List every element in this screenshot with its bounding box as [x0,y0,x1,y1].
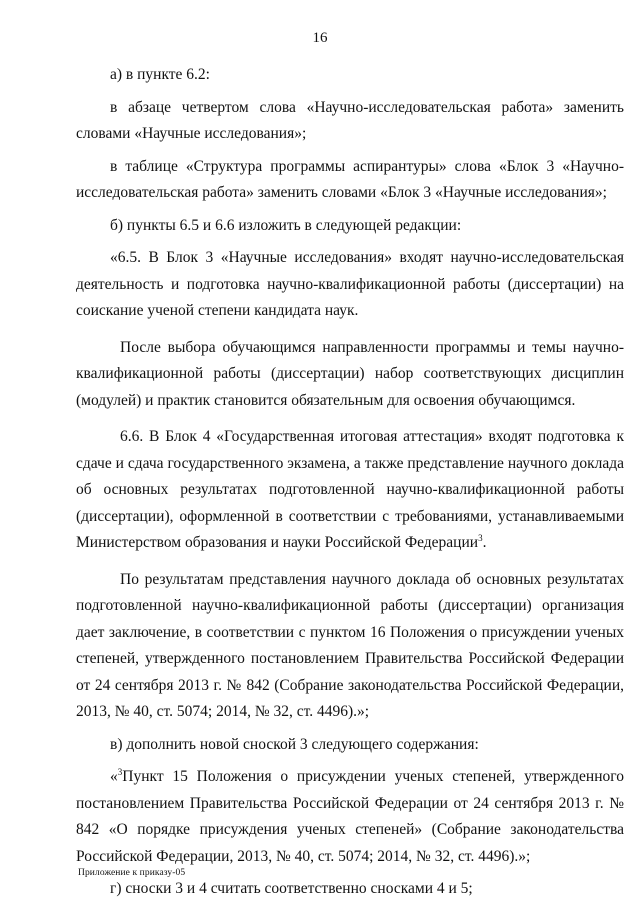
footnote-ref-3: 3 [478,532,483,543]
paragraph-replace-words: в абзаце четвертом слова «Научно-исследовательская работа» заменить словами «Научные исследования»; [76,98,624,142]
paragraph-table-replace: в таблице «Структура программы аспирантуры» слова «Блок 3 «Научно-исследовательская работа» заменить словами «Блок 3 «Научные исследования»; [76,157,624,201]
paragraph-a: а) в пункте 6.2: [110,66,210,83]
footnote-open-quote: « [110,768,118,785]
paragraph-6-6-end: . [482,534,487,551]
paragraph-6-6 [76,424,624,557]
footnote-3-text: Пункт 15 Положения о присуждении ученых степеней, утвержденного постановлением Правительства Российской Федерации от 24 сентября 2013 г. № 842 «О порядке присуждения ученых степеней» (Собрание законодательства Российской Федерации, 2013, № 40, ст. 5074; 2014, № 32, ст. 4496).»; [76,768,624,865]
paragraph-6-5: «6.5. В Блок 3 «Научные исследования» входят научно-исследовательская деятельность и подготовка научно-квалификационной работы (диссертации) на соискание ученой степени кандидата наук. [76,249,624,319]
paragraph-b: б) пункты 6.5 и 6.6 изложить в следующей редакции: [110,216,462,234]
footer-note: Приложение к приказу-05 [78,868,186,878]
paragraph-6-6-text: 6.6. В Блок 4 «Государственная итоговая аттестация» входят подготовка к сдаче и сдача государственного экзамена, а также представление научного доклада об основных результатах подготовленной научно-квалификационной работы (диссертации), оформленной в соответствии с требованиями, устанавливаемыми Министерством образования и науки Российской Федерации [76,428,624,551]
page-number: 16 [312,30,328,46]
paragraph-after-selection: После выбора обучающимся направленности программы и темы научно-квалификационной работы (диссертации) набор соответствующих дисциплин (модулей) и практик становится обязательным для освоения обучающимся. [76,338,624,409]
paragraph-footnote-3 [76,764,624,870]
footnote-mark-3: 3 [117,766,123,777]
paragraph-results: По результатам представления научного доклада об основных результатах подготовленной научно-квалификационной работы (диссертации) организация дает заключение, в соответствии с пунктом 16 Положения о присуждении ученых степеней, утвержденного постановлением Правительства Российской Федерации от 24 сентября 2013 г. № 842 (Собрание законодательства Российской Федерации, 2013, № 40, ст. 5074; 2014, № 32, ст. 4496).»; [76,570,624,720]
paragraph-g: г) сноски 3 и 4 считать соответственно сносками 4 и 5; [110,880,473,897]
document-body [76,62,624,903]
paragraph-v: в) дополнить новой сноской 3 следующего содержания: [110,735,479,753]
